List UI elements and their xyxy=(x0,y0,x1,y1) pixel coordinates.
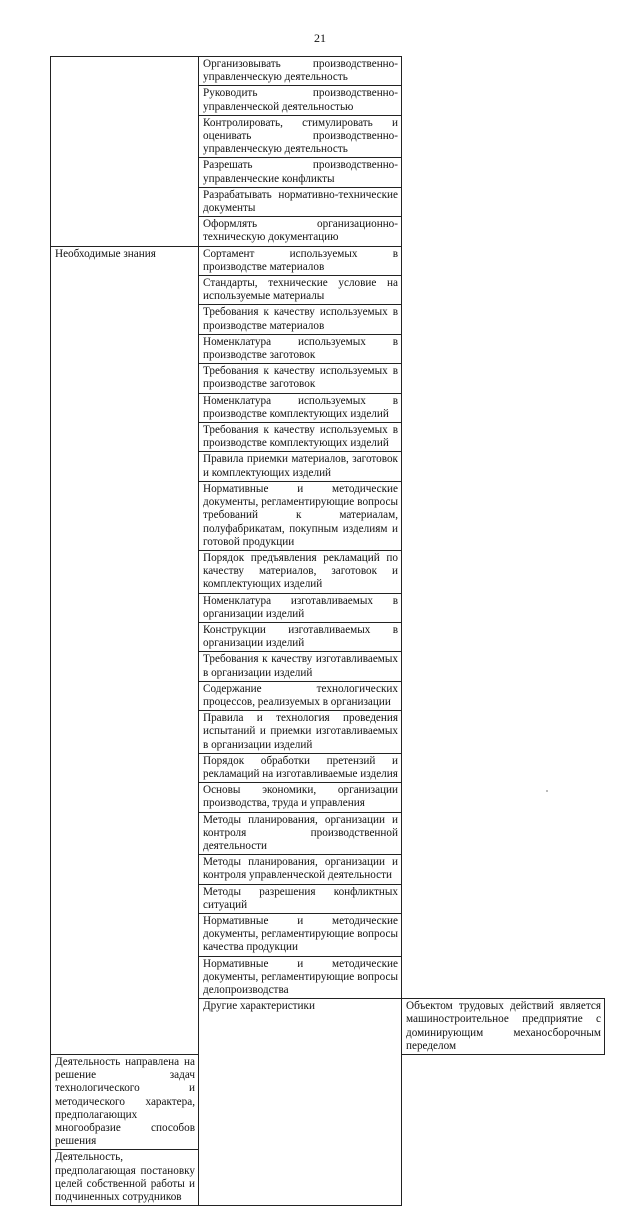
requirement-item: Методы планирования, организации и контроля производственной деятельности xyxy=(199,812,402,855)
requirement-item: Деятельность направлена на решение задач технологического и методического характера, предполагающих многообразие способов решения xyxy=(51,1055,199,1150)
requirement-item: Номенклатура используемых в производстве комплектующих изделий xyxy=(199,393,402,422)
requirement-item: Методы разрешения конфликтных ситуаций xyxy=(199,884,402,913)
requirement-item: Методы планирования, организации и контроля управленческой деятельности xyxy=(199,855,402,884)
requirement-item: Порядок обработки претензий и рекламаций на изготавливаемые изделия xyxy=(199,753,402,782)
requirement-item: Требования к качеству используемых в производстве комплектующих изделий xyxy=(199,423,402,452)
requirement-item: Основы экономики, организации производства, труда и управления xyxy=(199,783,402,812)
requirement-item: Требования к качеству используемых в производстве материалов xyxy=(199,305,402,334)
section-label xyxy=(51,57,199,247)
section-label: Необходимые знания xyxy=(51,246,199,1054)
requirement-item: Разрабатывать нормативно-технические документы xyxy=(199,187,402,216)
requirement-item: Содержание технологических процессов, реализуемых в организации xyxy=(199,681,402,710)
requirement-item: Номенклатура изготавливаемых в организации изделий xyxy=(199,593,402,622)
section-label: Другие характеристики xyxy=(199,999,402,1206)
requirement-item: Контролировать, стимулировать и оценивать производственно-управленческую деятельность xyxy=(199,115,402,158)
table-row xyxy=(51,57,605,86)
requirement-item: Правила приемки материалов, заготовок и комплектующих изделий xyxy=(199,452,402,481)
requirement-item: Нормативные и методические документы, регламентирующие вопросы качества продукции xyxy=(199,913,402,956)
requirement-item: Руководить производственно-управленческой деятельностью xyxy=(199,86,402,115)
requirement-item: Разрешать производственно-управленческие конфликты xyxy=(199,158,402,187)
requirement-item: Требования к качеству используемых в производстве заготовок xyxy=(199,364,402,393)
requirement-item: Номенклатура используемых в производстве заготовок xyxy=(199,334,402,363)
requirement-item: Организовывать производственно-управленческую деятельность xyxy=(199,57,402,86)
requirement-item: Требования к качеству изготавливаемых в организации изделий xyxy=(199,652,402,681)
page-number: 21 xyxy=(314,31,326,45)
scan-speck xyxy=(546,790,548,792)
requirement-item: Порядок предъявления рекламаций по качеству материалов, заготовок и комплектующих изделий xyxy=(199,550,402,593)
requirement-item: Деятельность, предполагающая постановку целей собственной работы и подчиненных сотрудников xyxy=(51,1150,199,1206)
requirement-item: Правила и технология проведения испытаний и приемки изготавливаемых в организации изделий xyxy=(199,711,402,754)
requirement-item: Конструкции изготавливаемых в организации изделий xyxy=(199,622,402,651)
requirement-item: Нормативные и методические документы, регламентирующие вопросы требований к материалам, полуфабрикатам, покупным изделиям и готовой продукции xyxy=(199,481,402,550)
table-row xyxy=(51,246,605,275)
requirement-item: Сортамент используемых в производстве материалов xyxy=(199,246,402,275)
requirements-table xyxy=(50,56,605,1206)
requirement-item: Стандарты, технические условие на используемые материалы xyxy=(199,276,402,305)
requirement-item: Оформлять организационно-техническую документацию xyxy=(199,217,402,246)
requirement-item: Объектом трудовых действий является машиностроительное предприятие с доминирующим механосборочным переделом xyxy=(402,999,605,1055)
requirement-item: Нормативные и методические документы, регламентирующие вопросы делопроизводства xyxy=(199,956,402,999)
